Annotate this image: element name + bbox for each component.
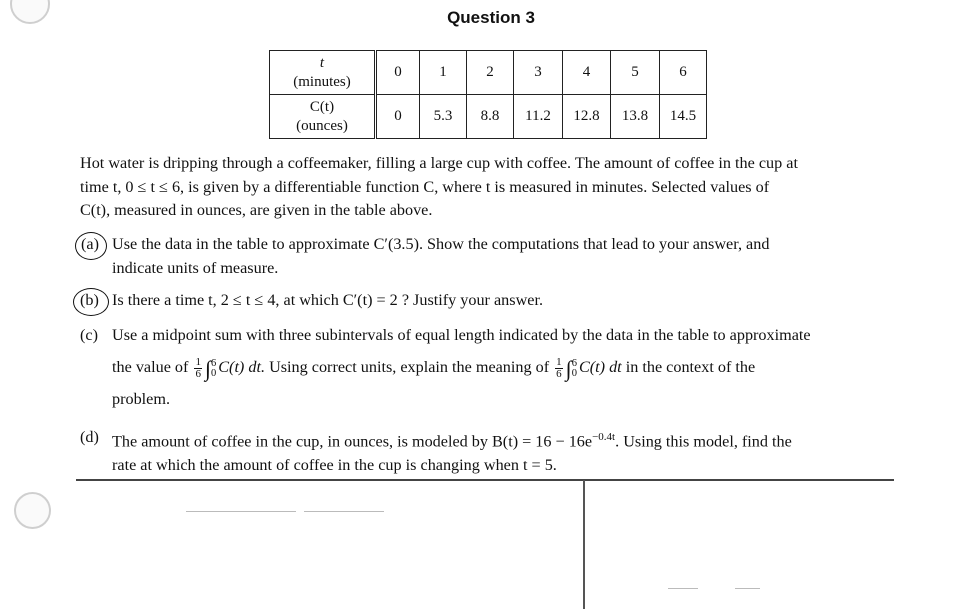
part-c-text: Use a midpoint sum with three subintervals of equal length indicated by the data in the table to approximate <box>112 326 811 344</box>
table-header-t: t (minutes) <box>270 51 376 95</box>
table-row-t <box>270 51 707 95</box>
table-cell: 13.8 <box>611 95 660 139</box>
table-cell: 0 <box>376 51 420 95</box>
table-cell: 4 <box>563 51 611 95</box>
part-a-label: (a) <box>81 235 99 253</box>
intro-paragraph: Hot water is dripping through a coffeemaker, filling a large cup with coffee. The amount of coffee in the cup at time t, 0 ≤ t ≤ 6, is given by a differentiable function C, where t is measured in minutes. Selected values of C(t), measured in ounces, are given in the table above. <box>80 154 798 219</box>
part-c-label: (c) <box>80 326 98 344</box>
faint-line <box>668 588 698 589</box>
table-header-c: C(t) (ounces) <box>270 95 376 139</box>
integral-sign: ∫ <box>204 356 211 381</box>
table-cell: 8.8 <box>467 95 514 139</box>
answer-area-divider <box>583 480 585 609</box>
page-title: Question 3 <box>447 8 535 27</box>
part-a-text: Use the data in the table to approximate C′(3.5). Show the computations that lead to your answer, and indicate units of measure. <box>112 235 770 277</box>
part-d-label: (d) <box>80 428 99 446</box>
table-cell: 2 <box>467 51 514 95</box>
table-cell: 3 <box>514 51 563 95</box>
hole-punch-bottom <box>14 492 51 529</box>
table-cell: 5.3 <box>420 95 467 139</box>
fraction: $\frac{1}{6}$ <box>195 355 201 380</box>
table-row-c <box>270 95 707 139</box>
separator-line <box>76 479 894 481</box>
data-table <box>269 50 707 139</box>
table-cell: 11.2 <box>514 95 563 139</box>
table-cell: 12.8 <box>563 95 611 139</box>
faint-line <box>735 588 760 589</box>
table-cell: 1 <box>420 51 467 95</box>
table-cell: 0 <box>376 95 420 139</box>
integral-sign: ∫ <box>565 356 572 381</box>
part-b-text: Is there a time t, 2 ≤ t ≤ 4, at which C′(t) = 2 ? Justify your answer. <box>112 291 543 309</box>
table-cell: 5 <box>611 51 660 95</box>
part-c-text-end: problem. <box>112 390 170 408</box>
faint-line <box>186 511 296 512</box>
table-cell: 6 <box>660 51 707 95</box>
part-b-label: (b) <box>80 291 99 309</box>
part-d-text: The amount of coffee in the cup, in ounces, is modeled by $B(t) = 16 - 16e^{-0.4t}$. Using this model, find the rate at which the amount of coffee in the cup is changing when t = 5. <box>112 431 792 474</box>
fraction: $\frac{1}{6}$ <box>556 355 562 380</box>
table-cell: 14.5 <box>660 95 707 139</box>
part-c-formula-line: the value of $\frac{1}{6}$ ∫ 6 0 C(t) dt. Using correct units, explain the meaning of $\frac{1}{6}$ ∫ 6 0 C(t) dt in the context of the <box>112 355 756 381</box>
faint-line <box>304 511 384 512</box>
